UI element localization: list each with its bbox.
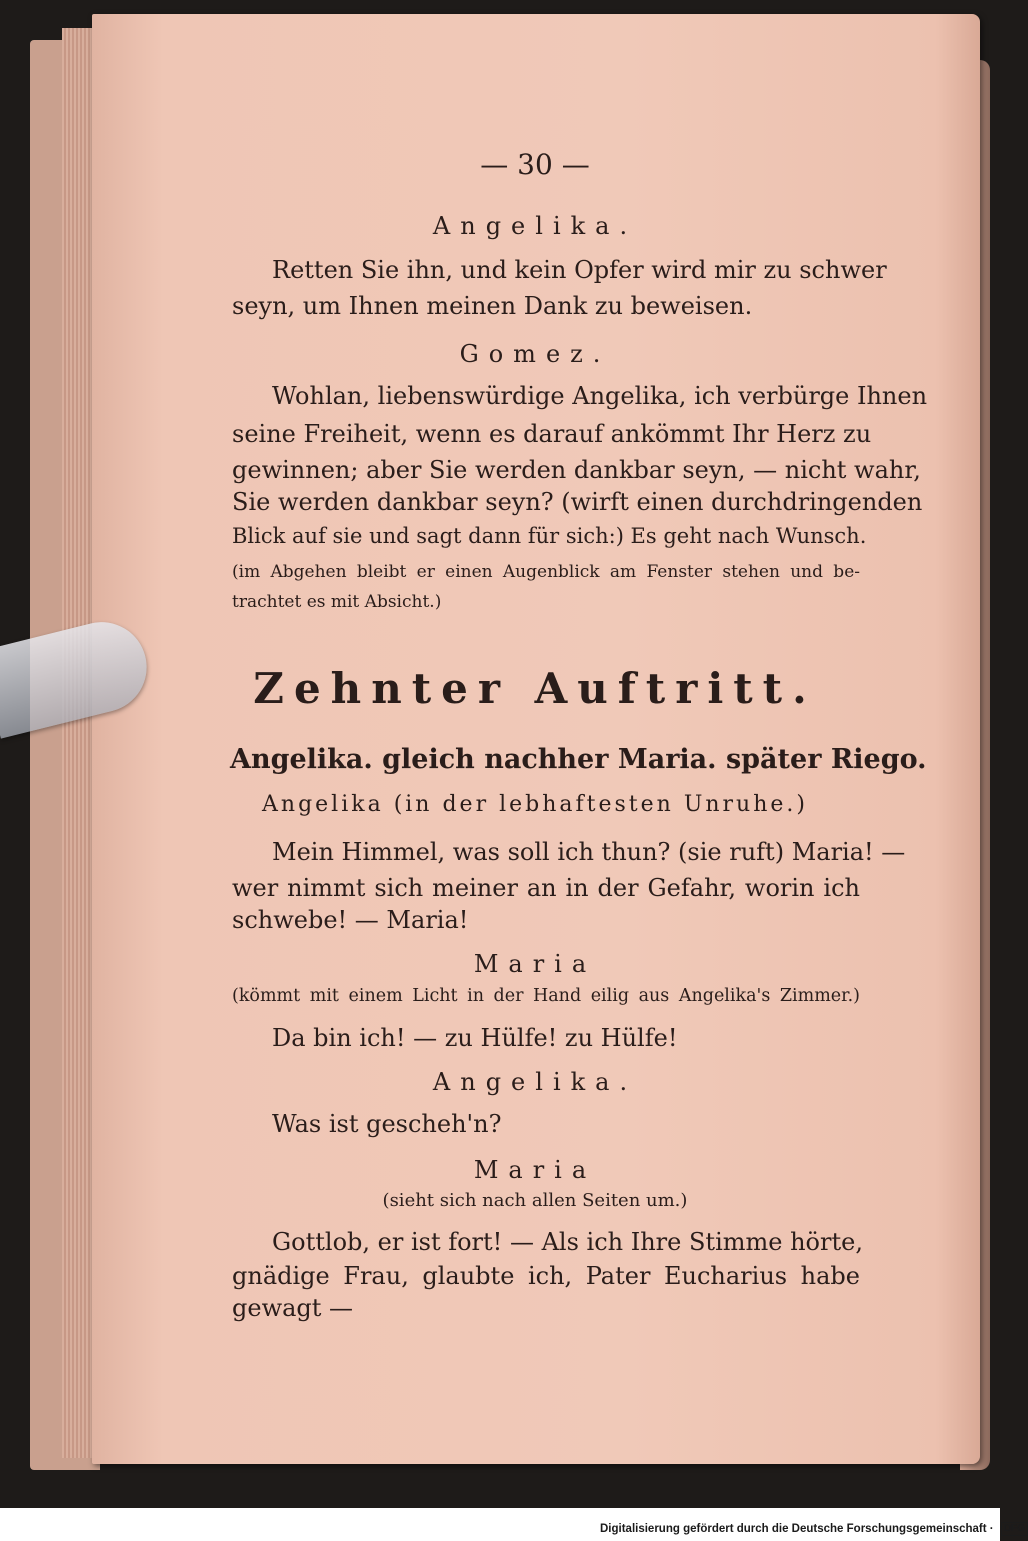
text-line: Gottlob, er ist fort! — Als ich Ihre Stimme hörte, [272, 1228, 863, 1256]
speaker-heading: Gomez. [459, 340, 611, 368]
text-line: seine Freiheit, wenn es darauf ankömmt Ihr Herz zu [232, 420, 872, 448]
text-line: Mein Himmel, was soll ich thun? (sie ruft) Maria! — [272, 838, 906, 866]
stage-direction: (im Abgehen bleibt er einen Augenblick am Fenster stehen und be- [232, 562, 860, 582]
text-line: Da bin ich! — zu Hülfe! zu Hülfe! [272, 1024, 678, 1052]
text-line: schwebe! — Maria! [232, 906, 469, 934]
stage-direction: (sieht sich nach allen Seiten um.) [382, 1190, 688, 1211]
text-line: Wohlan, liebenswürdige Angelika, ich verbürge Ihnen [272, 382, 928, 410]
speaker-heading: Maria [473, 950, 597, 978]
text-line: Blick auf sie und sagt dann für sich:) Es geht nach Wunsch. [232, 524, 867, 548]
speaker-heading: Angelika. [432, 1068, 638, 1096]
credit-text: Digitalisierung gefördert durch die Deutsche Forschungsgemeinschaft · [600, 1523, 994, 1535]
stage-direction: trachtet es mit Absicht.) [232, 592, 442, 612]
speaker-heading: Angelika (in der lebhaftesten Unruhe.) [262, 792, 808, 817]
speaker-heading: Maria [473, 1156, 597, 1184]
scene-heading: Zehnter Auftritt. [253, 664, 817, 713]
digitization-credit [600, 1519, 1025, 1539]
page-number: — 30 — [480, 148, 590, 181]
text-line: Retten Sie ihn, und kein Opfer wird mir zu schwer [272, 256, 887, 284]
text-line: seyn, um Ihnen meinen Dank zu beweisen. [232, 292, 753, 320]
stage-direction: (kömmt mit einem Licht in der Hand eilig aus Angelika's Zimmer.) [232, 986, 860, 1006]
dfg-logo: DFG [1001, 1522, 1028, 1536]
text-line: Was ist gescheh'n? [272, 1110, 502, 1138]
speaker-heading: Angelika. [432, 212, 638, 240]
scene-cast: Angelika. gleich nachher Maria. später Riego. [230, 744, 927, 775]
text-line: gewagt — [232, 1294, 354, 1322]
text-line: wer nimmt sich meiner an in der Gefahr, worin ich [232, 874, 860, 902]
text-line: Sie werden dankbar seyn? (wirft einen durchdringenden [232, 488, 923, 516]
text-line: gewinnen; aber Sie werden dankbar seyn, — nicht wahr, [232, 456, 921, 484]
text-line: gnädige Frau, glaubte ich, Pater Eucharius habe [232, 1262, 860, 1290]
